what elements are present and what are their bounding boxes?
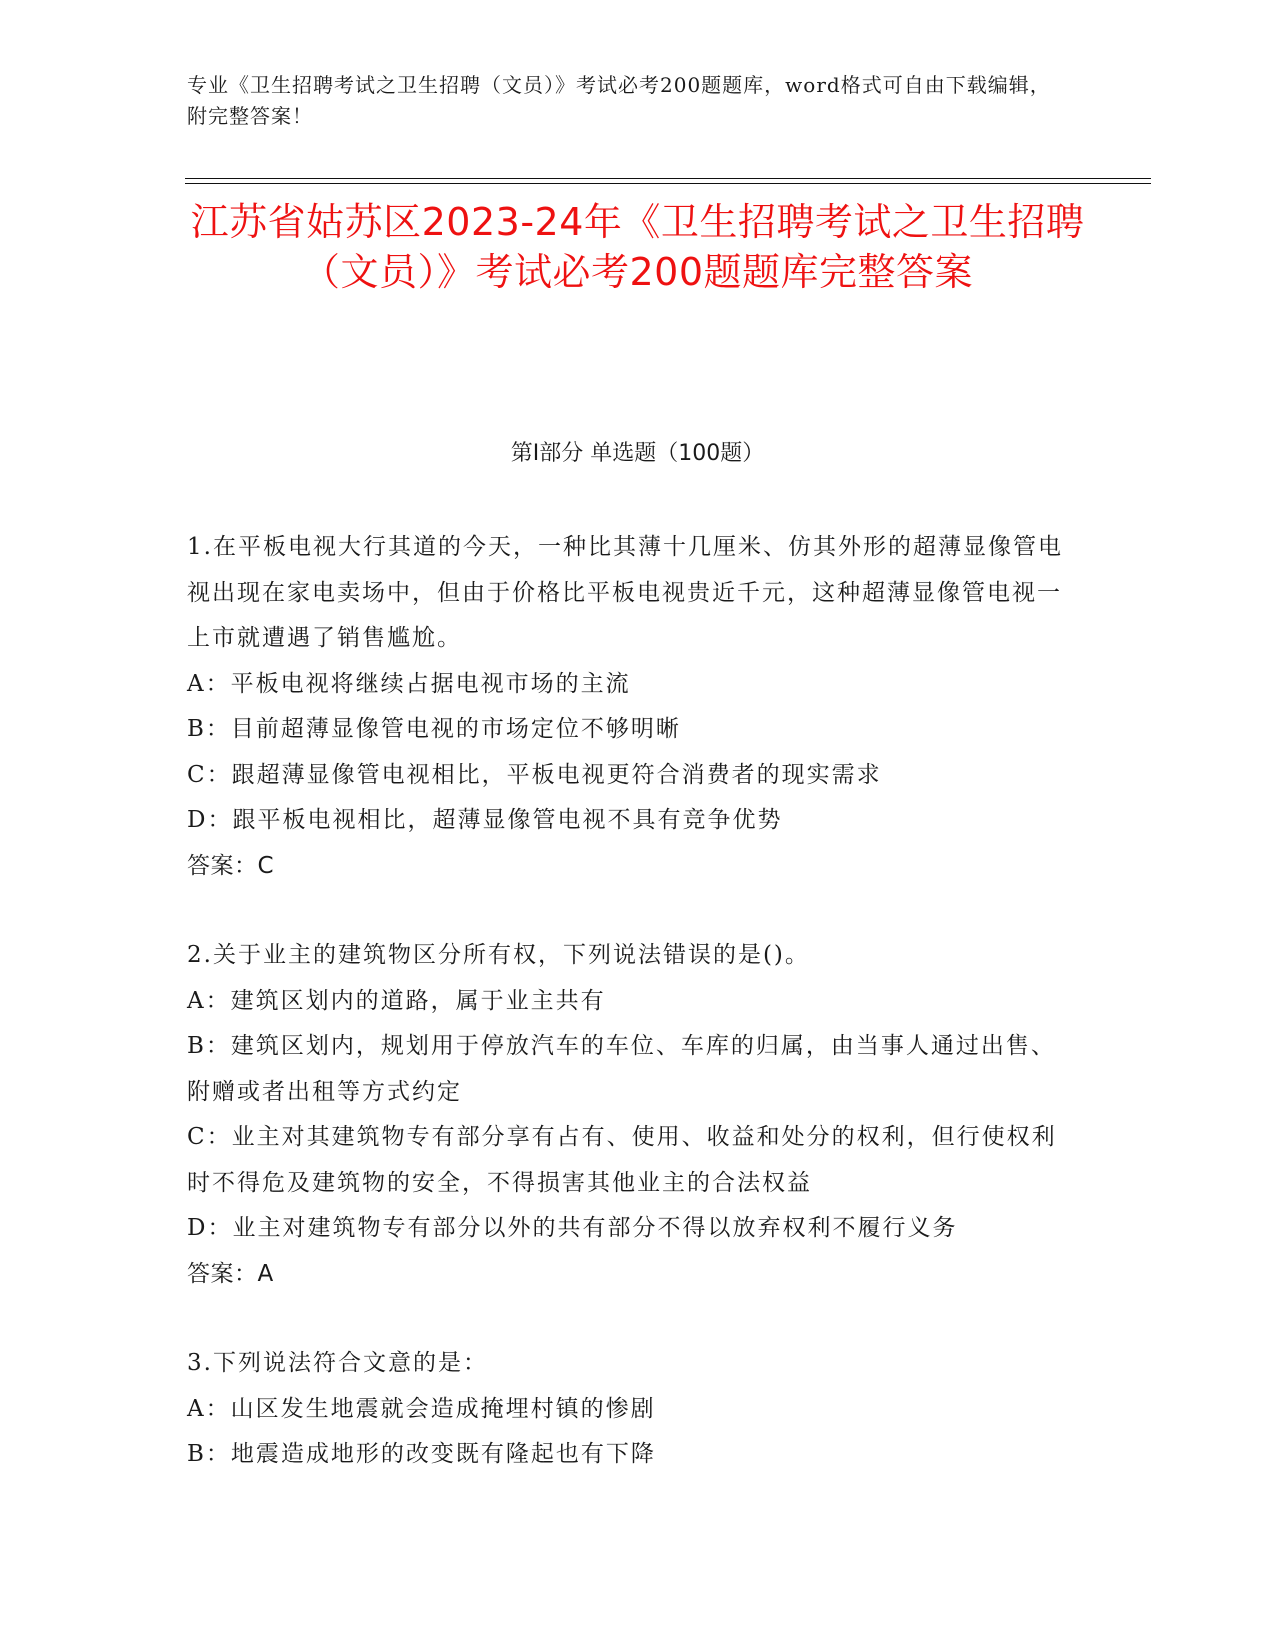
question-1 <box>187 525 1067 889</box>
question-3 <box>187 1341 1067 1478</box>
header-rule-bottom <box>185 183 1151 184</box>
option-a: A：山区发生地震就会造成掩埋村镇的惨剧 <box>187 1395 656 1422</box>
option-a: A：平板电视将继续占据电视市场的主流 <box>187 670 631 697</box>
option-b: B：地震造成地形的改变既有隆起也有下降 <box>187 1441 656 1467</box>
question-stem: 2.关于业主的建筑物区分所有权，下列说法错误的是()。 <box>187 942 810 968</box>
question-list <box>187 525 1067 1522</box>
option-c: C：跟超薄显像管电视相比，平板电视更符合消费者的现实需求 <box>187 761 882 788</box>
option-a: A：建筑区划内的道路，属于业主共有 <box>187 987 606 1014</box>
answer: 答案：A <box>187 1260 274 1287</box>
document-title: 江苏省姑苏区2023-24年《卫生招聘考试之卫生招聘（文员）》考试必考200题题库完整答案 <box>190 200 1085 294</box>
option-b: B：目前超薄显像管电视的市场定位不够明晰 <box>187 716 681 742</box>
option-d: D：跟平板电视相比，超薄显像管电视不具有竞争优势 <box>187 807 783 833</box>
option-d: D：业主对建筑物专有部分以外的共有部分不得以放弃权利不履行义务 <box>187 1215 958 1241</box>
answer: 答案：C <box>187 852 275 879</box>
option-b: B：建筑区划内，规划用于停放汽车的车位、车库的归属，由当事人通过出售、附赠或者出租等方式约定 <box>187 1033 1056 1105</box>
question-stem: 1.在平板电视大行其道的今天，一种比其薄十几厘米、仿其外形的超薄显像管电视出现在家电卖场中，但由于价格比平板电视贵近千元，这种超薄显像管电视一上市就遭遇了销售尴尬。 <box>187 534 1063 651</box>
question-2 <box>187 933 1067 1297</box>
option-c: C：业主对其建筑物专有部分享有占有、使用、收益和处分的权利，但行使权利时不得危及建筑物的安全，不得损害其他业主的合法权益 <box>187 1124 1057 1196</box>
section-title: 第Ⅰ部分 单选题（100题） <box>510 441 765 466</box>
header-rule-top <box>185 178 1151 179</box>
header-note: 专业《卫生招聘考试之卫生招聘（文员）》考试必考200题题库，word格式可自由下载编辑，附完整答案！ <box>187 73 1051 128</box>
question-stem: 3.下列说法符合文意的是： <box>187 1350 488 1376</box>
